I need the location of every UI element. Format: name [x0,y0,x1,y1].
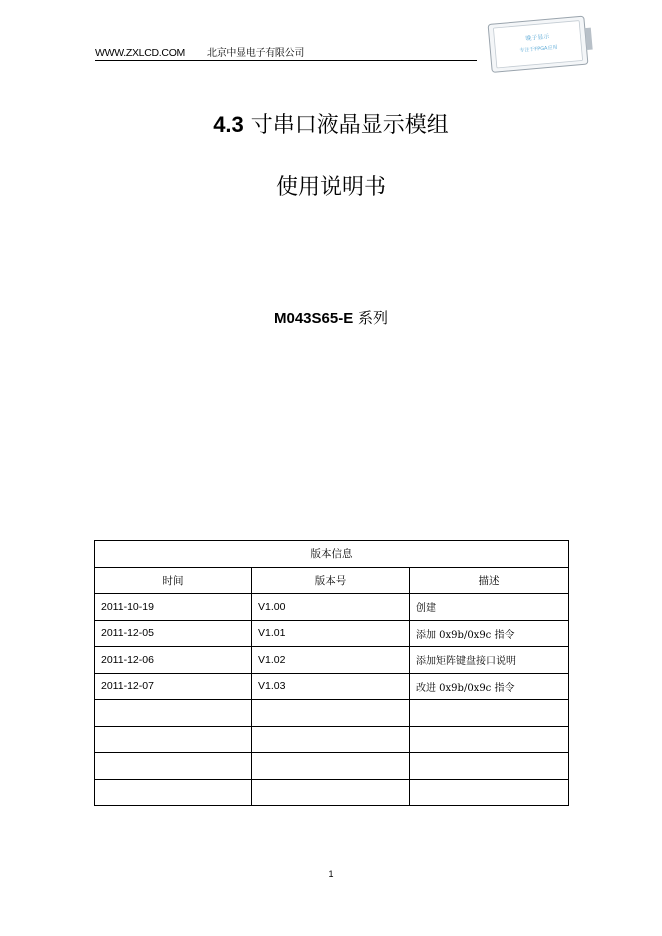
row-description: 添加矩阵键盘接口说明 [410,647,569,674]
row-version [252,726,410,753]
row-description [410,779,569,806]
column-header-description: 描述 [410,567,569,594]
row-description [410,753,569,780]
table-row [95,594,569,621]
page-number: 1 [328,869,334,879]
row-version: V1.02 [252,647,410,674]
row-version: V1.03 [252,673,410,700]
row-description: 改进 0x9b/0x9c 指令 [410,673,569,700]
row-version [252,779,410,806]
row-description [410,700,569,727]
row-date: 2011-12-06 [95,647,252,674]
company-name: 北京中显电子有限公司 [207,48,305,59]
row-date [95,700,252,727]
row-date [95,726,252,753]
row-version [252,753,410,780]
table-row-empty [95,700,569,727]
row-description: 添加 0x9b/0x9c 指令 [410,620,569,647]
table-row [95,673,569,700]
version-info-table [94,540,569,806]
table-row-empty [95,779,569,806]
table-caption-row [95,541,569,568]
lcd-module-logo [482,12,600,76]
model-series [0,307,662,328]
column-header-version: 版本号 [252,567,410,594]
document-title-line1 [0,108,662,139]
page-header [95,44,304,59]
title-product-text: 寸串口液晶显示模组 [250,113,449,138]
column-header-date: 时间 [95,567,252,594]
row-version: V1.00 [252,594,410,621]
model-suffix: 系列 [357,309,388,327]
table-header-row [95,567,569,594]
table-row [95,620,569,647]
row-version: V1.01 [252,620,410,647]
table-caption: 版本信息 [95,541,569,568]
header-divider [95,60,477,61]
table-row-empty [95,726,569,753]
logo-tagline: 专注于FPGA应用 [519,44,558,54]
model-code: M043S65-E [273,310,354,327]
logo-brand-text: 晚子显示 [525,33,550,43]
row-version [252,700,410,727]
row-date [95,779,252,806]
row-date: 2011-10-19 [95,594,252,621]
row-description [410,726,569,753]
table-row-empty [95,753,569,780]
row-date [95,753,252,780]
title-size-number: 4.3 [213,112,244,137]
table-row [95,647,569,674]
website-text: WWW.ZXLCD.COM [95,47,186,59]
row-date: 2011-12-05 [95,620,252,647]
row-date: 2011-12-07 [95,673,252,700]
row-description: 创建 [410,594,569,621]
document-title-line2: 使用说明书 [275,175,386,200]
